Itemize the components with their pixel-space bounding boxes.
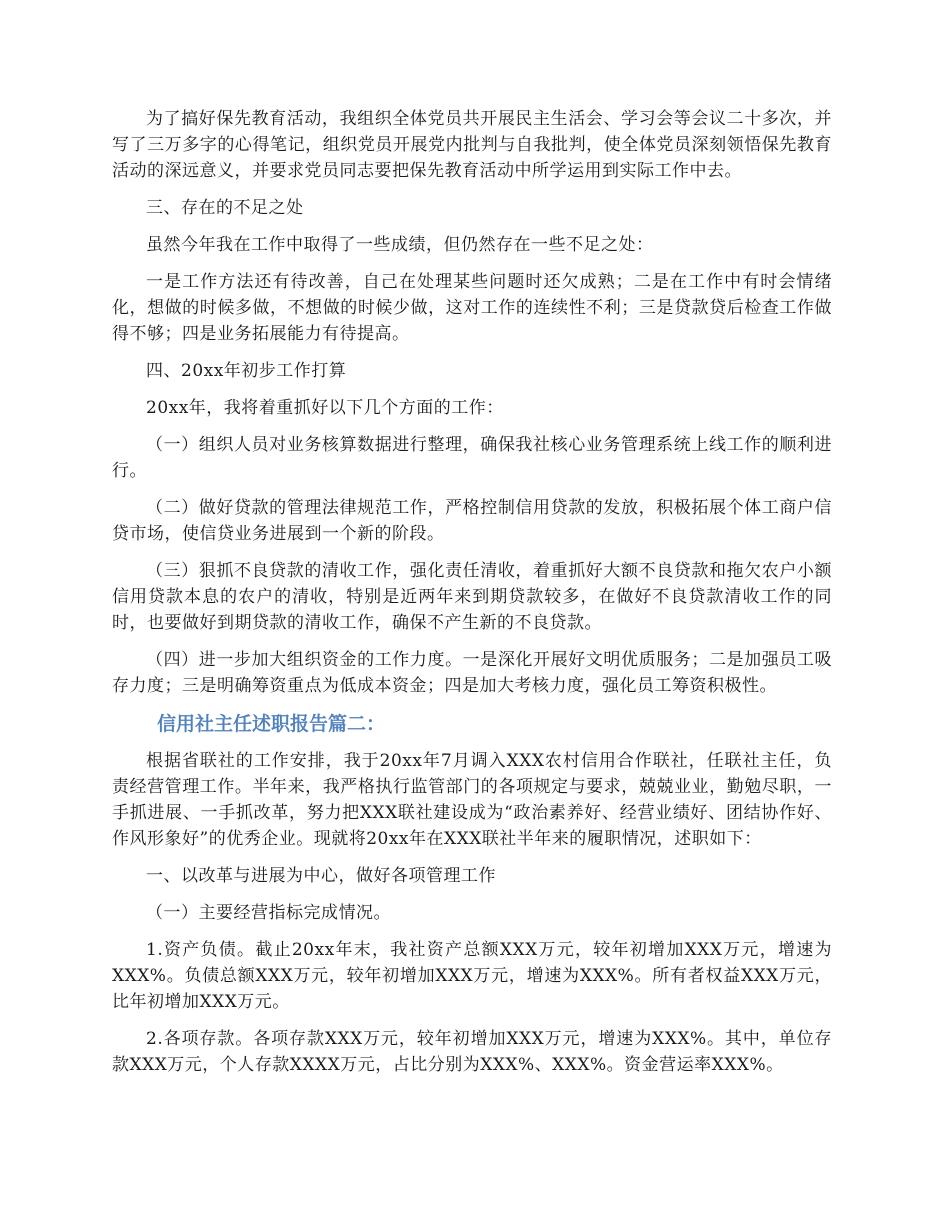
paragraph-activities: 为了搞好保先教育活动，我组织全体党员共开展民主生活会、学习会等会议二十多次，并写了三万多字的心得笔记，组织党员开展党内批判与自我批判，使全体党员深刻领悟保先教育活动的深远意义，并要求党员同志要把保先教育活动中所学运用到实际工作中去。 [112, 109, 832, 181]
paragraph-plan-item-3: （三）狠抓不良贷款的清收工作，强化责任清收，着重抓好大额不良贷款和拖欠农户小额信用贷款本息的农户的清收，特别是近两年来到期贷款较多，在做好不良贷款清收工作的同时，也要做好到期贷款的清收工作，确保不产生新的不良贷款。 [112, 561, 832, 633]
subsection-title-indicators: （一）主要经营指标完成情况。 [146, 903, 391, 923]
section-title-plan: 四、20xx年初步工作打算 [146, 361, 347, 381]
report-heading: 信用社主任述职报告篇二： [157, 713, 386, 735]
paragraph-plan-item-2: （二）做好贷款的管理法律规范工作，严格控制信用贷款的发放，积极拓展个体工商户信贷市场，使信贷业务进展到一个新的阶段。 [112, 498, 832, 544]
paragraph-report-intro: 根据省联社的工作安排，我于20xx年7月调入XXX农村信用合作联社，任联社主任，负责经营管理工作。半年来，我严格执行监管部门的各项规定与要求，兢兢业业，勤勉尽职，一手抓进展、一手抓改革，努力把XXX联社建设成为“政治素养好、经营业绩好、团结协作好、作风形象好”的优秀企业。现就将20xx年在XXX联社半年来的履职情况，述职如下： [112, 751, 832, 849]
paragraph-plan-intro: 20xx年，我将着重抓好以下几个方面的工作： [146, 398, 504, 418]
paragraph-assets-liabilities: 1.资产负债。截止20xx年末，我社资产总额XXX万元，较年初增加XXX万元，增速为XXX%。负债总额XXX万元，较年初增加XXX万元，增速为XXX%。所有者权益XXX万元，比年初增加XXX万元。 [112, 940, 832, 1012]
paragraph-shortcomings-intro: 虽然今年我在工作中取得了一些成绩，但仍然存在一些不足之处： [146, 235, 654, 255]
section-title-reform: 一、以改革与进展为中心，做好各项管理工作 [146, 866, 496, 886]
paragraph-plan-item-1: （一）组织人员对业务核算数据进行整理，确保我社核心业务管理系统上线工作的顺利进行。 [112, 435, 832, 481]
paragraph-plan-item-4: （四）进一步加大组织资金的工作力度。一是深化开展好文明优质服务；二是加强员工吸存力度；三是明确筹资重点为低成本资金；四是加大考核力度，强化员工筹资积极性。 [112, 650, 832, 696]
paragraph-deposits: 2.各项存款。各项存款XXX万元，较年初增加XXX万元，增速为XXX%。其中，单位存款XXX万元，个人存款XXXX万元，占比分别为XXX%、XXX%。资金营运率XXX%。 [112, 1029, 832, 1075]
paragraph-shortcomings-list: 一是工作方法还有待改善，自己在处理某些问题时还欠成熟；二是在工作中有时会情绪化，想做的时候多做，不想做的时候少做，这对工作的连续性不利；三是贷款贷后检查工作做得不够；四是业务拓展能力有待提高。 [112, 272, 832, 344]
section-title-shortcomings: 三、存在的不足之处 [146, 198, 304, 218]
